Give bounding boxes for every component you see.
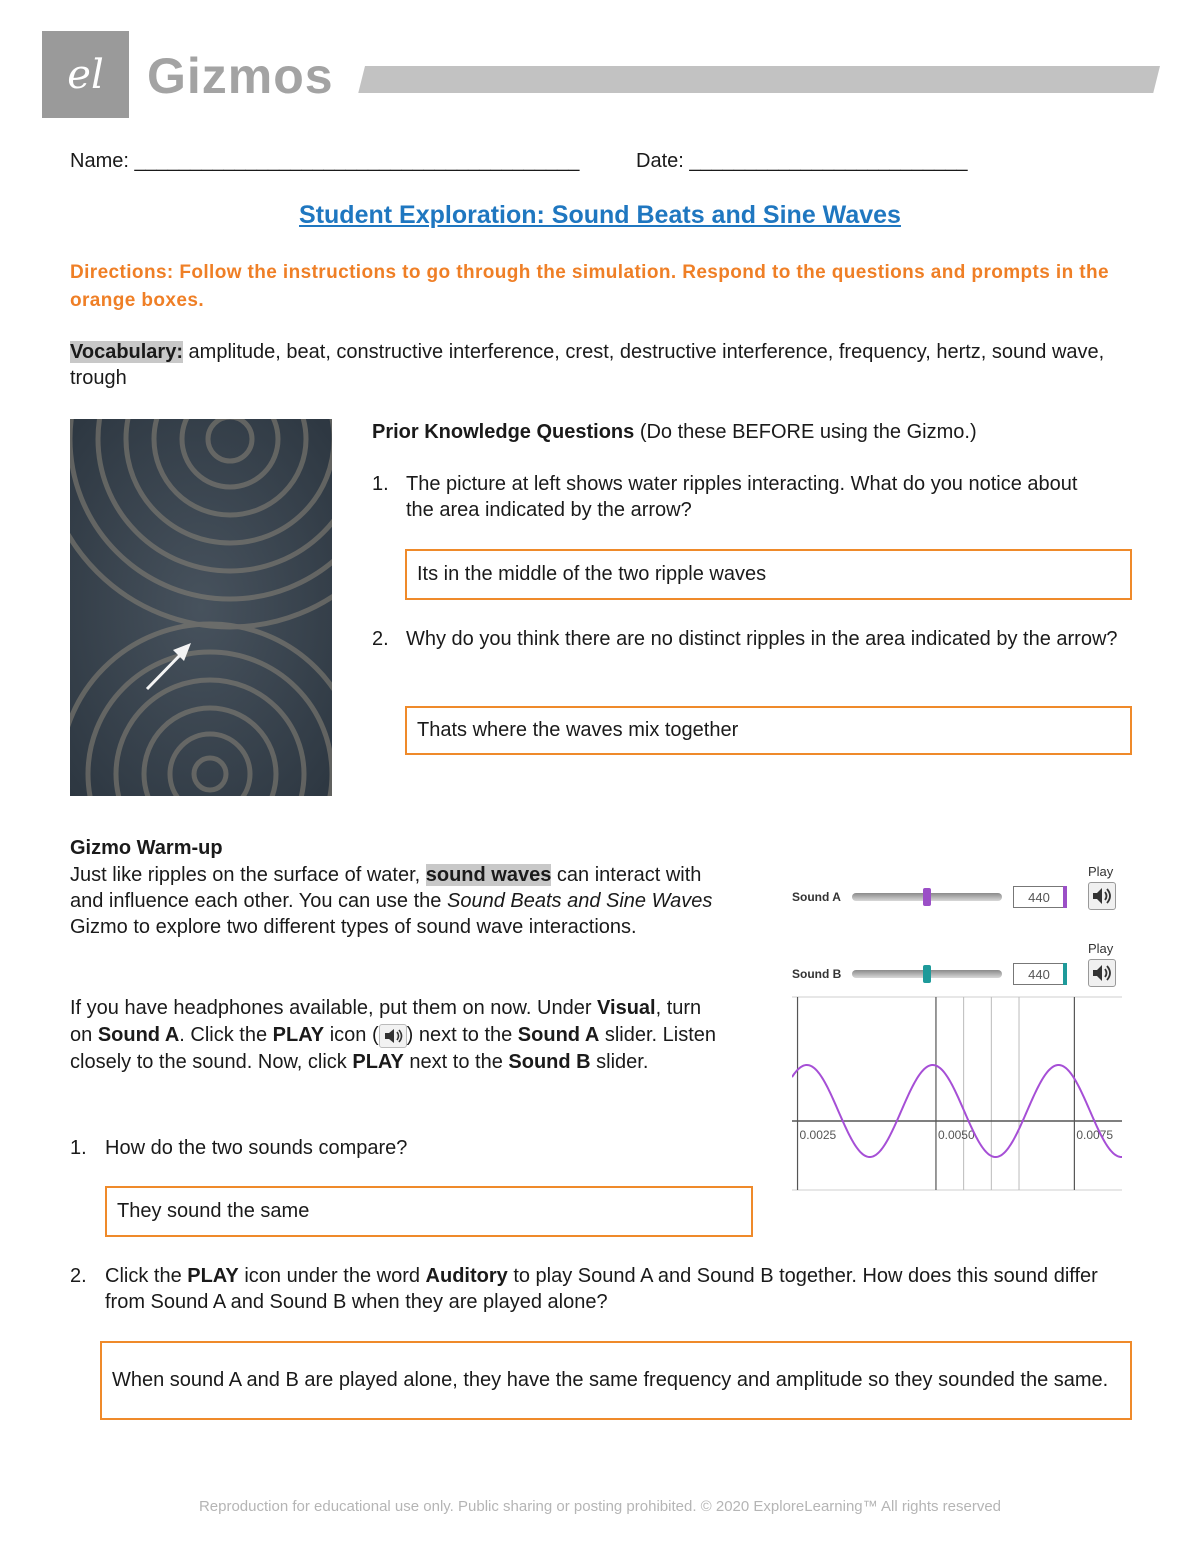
sound-a-color-marker [1063, 886, 1067, 908]
speaker-icon [379, 1024, 407, 1048]
tick-label: 0.0050 [937, 1128, 975, 1142]
sound-b-color-marker [1063, 963, 1067, 985]
vocabulary-terms: amplitude, beat, constructive interference, crest, destructive interference, frequency, hertz, sound wave, trough [70, 341, 1105, 389]
logo-wordmark: Gizmos [147, 48, 334, 104]
chart-vertical-gridlines [798, 997, 1075, 1190]
logo-mark [42, 31, 129, 118]
warmup-answer-2[interactable]: When sound A and B are played alone, they have the same frequency and amplitude so they sounded the same. [100, 1341, 1132, 1420]
prior-answer-2[interactable]: Thats where the waves mix together [405, 706, 1132, 755]
gizmo-panel [782, 862, 1127, 1212]
water-ripples-image [70, 419, 332, 796]
prior-q2-number: 2. [372, 628, 389, 650]
directions-text: Directions: Follow the instructions to go through the simulation. Respond to the questions and prompts in the orange boxes. [70, 262, 1109, 311]
vocabulary [70, 339, 1135, 391]
play-label-b: Play [1088, 941, 1114, 956]
sound-a-slider[interactable] [852, 893, 1002, 901]
sound-b-value[interactable]: 440 [1013, 963, 1065, 985]
sound-b-slider-thumb[interactable] [923, 965, 931, 983]
play-sound-b-button[interactable] [1088, 959, 1116, 987]
warmup-q2-number: 2. [70, 1265, 87, 1287]
vocabulary-label: Vocabulary: [70, 341, 183, 363]
warmup-paragraph-1: Just like ripples on the surface of water, sound waves can interact with and influence each other. You can use the Sound Beats and Sine Waves Gizmo to explore two different types of sound wave interactions. [70, 864, 713, 938]
play-label-a: Play [1088, 864, 1114, 879]
play-sound-a-button[interactable] [1088, 882, 1116, 910]
sound-b-slider[interactable] [852, 970, 1002, 978]
ripples-svg [70, 419, 332, 796]
prior-knowledge-heading: Prior Knowledge Questions (Do these BEFORE using the Gizmo.) [372, 421, 977, 443]
warmup-q1-number: 1. [70, 1137, 87, 1159]
tick-label: 0.0075 [1076, 1128, 1114, 1142]
warmup-q2-text: Click the PLAY icon under the word Auditory to play Sound A and Sound B together. How does this sound differ from Sound A and Sound B when they are played alone? [105, 1265, 1098, 1313]
chart-series-sound-a [792, 1065, 1122, 1157]
warmup-heading: Gizmo Warm-up [70, 837, 223, 859]
logo-mark-text: el [67, 51, 104, 98]
warmup-paragraph-2: If you have headphones available, put them on now. Under Visual, turn on Sound A. Click the PLAY icon ( ) next to the Sound A slider. Listen closely to the sound. Now, click PLAY next to the Sound B slider. [70, 997, 716, 1073]
sound-a-slider-thumb[interactable] [923, 888, 931, 906]
header-bar [358, 66, 1160, 93]
prior-q1-number: 1. [372, 473, 389, 495]
tick-label: 0.0025 [799, 1128, 837, 1142]
sound-a-label: Sound A [792, 890, 841, 904]
warmup-q1-text: How do the two sounds compare? [105, 1137, 408, 1159]
footer-copyright: Reproduction for educational use only. Public sharing or posting prohibited. © 2020 ExploreLearning™ All rights reserved [198, 1498, 1002, 1515]
prior-q1-text: The picture at left shows water ripples interacting. What do you notice about the area indicated by the arrow? [406, 473, 1078, 521]
sound-a-value[interactable]: 440 [1013, 886, 1065, 908]
warmup-answer-1[interactable]: They sound the same [105, 1186, 753, 1237]
date-field[interactable]: Date: _________________________ [636, 150, 968, 172]
page-title: Student Exploration: Sound Beats and Sine Waves [299, 201, 901, 229]
speaker-icon [1089, 883, 1115, 909]
sine-wave-chart [792, 995, 1122, 1210]
sound-b-label: Sound B [792, 967, 842, 981]
prior-q2-text: Why do you think there are no distinct ripples in the area indicated by the arrow? [406, 628, 1118, 650]
prior-answer-1[interactable]: Its in the middle of the two ripple waves [405, 549, 1132, 600]
speaker-icon [1089, 960, 1115, 986]
name-field[interactable]: Name: ________________________________________ [70, 150, 580, 172]
